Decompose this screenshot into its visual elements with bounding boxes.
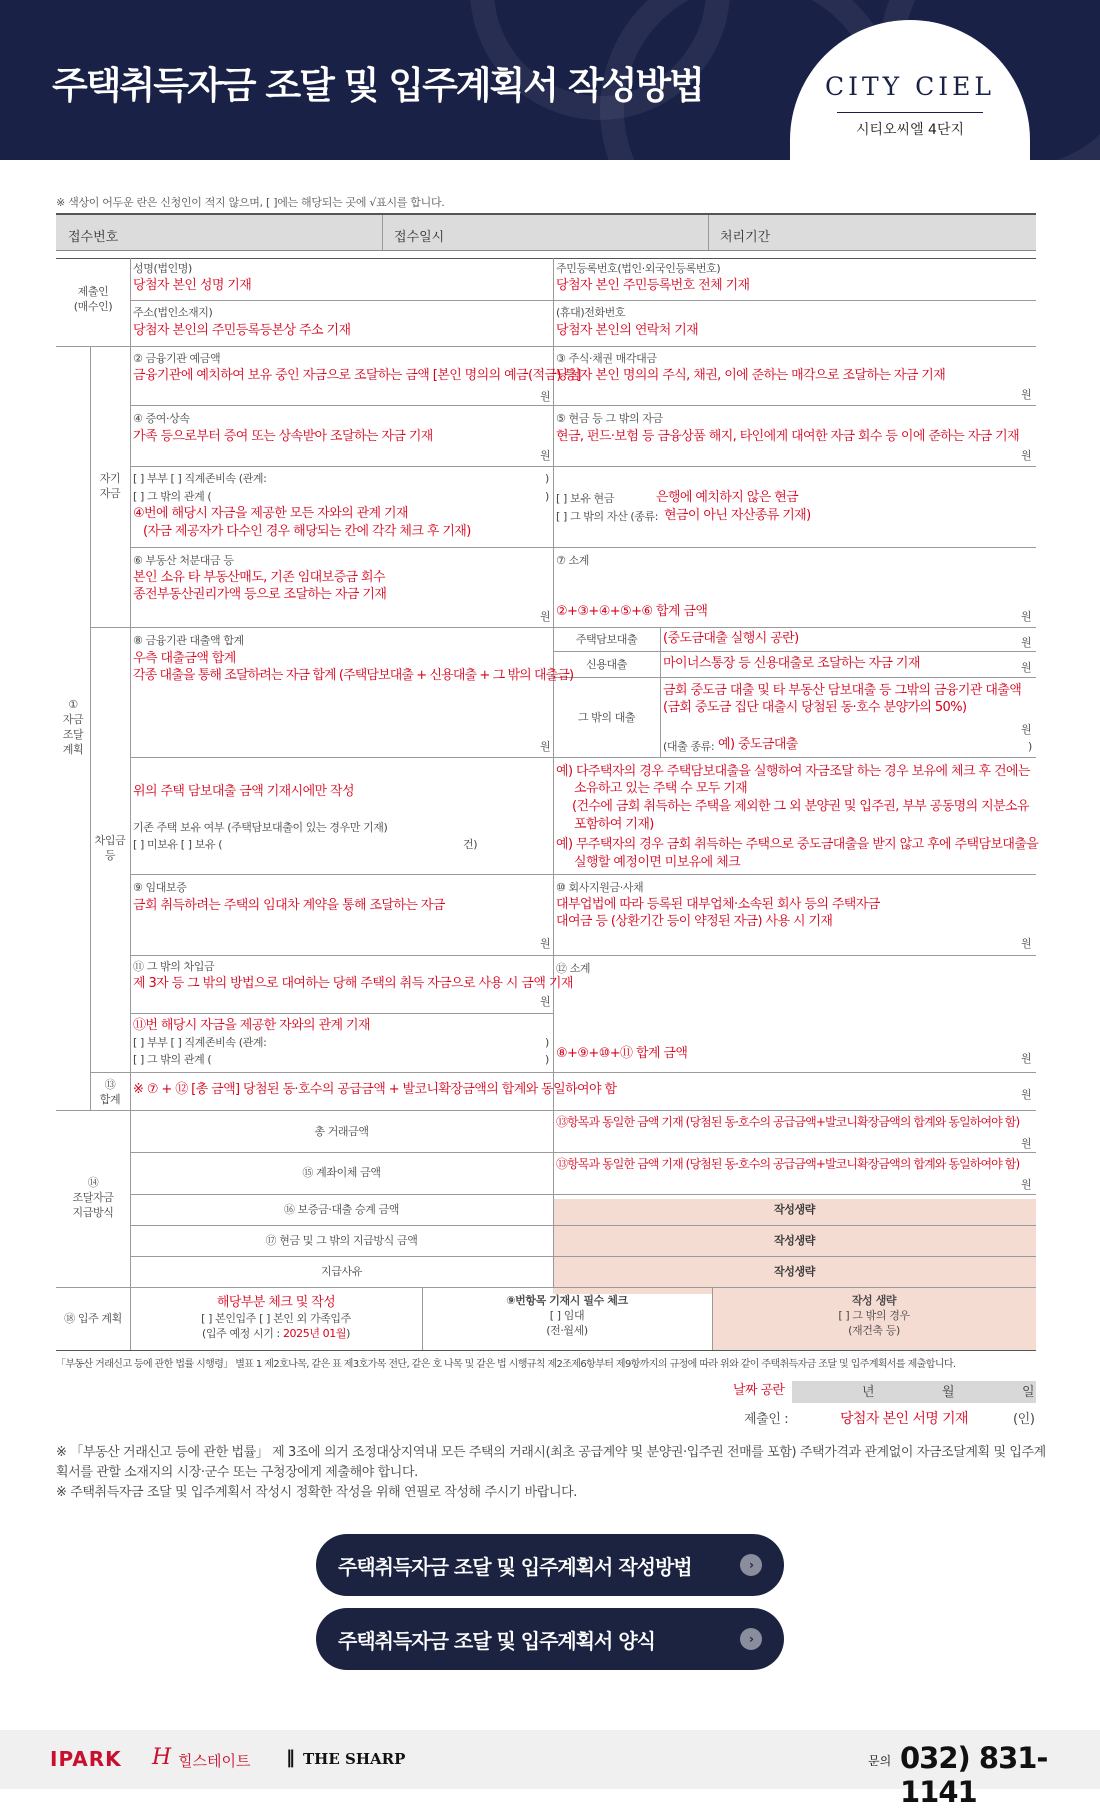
- won-unit: 원: [1021, 1137, 1032, 1150]
- house-ownership-label: 기존 주택 보유 여부 (주택담보대출이 있는 경우만 기재): [133, 821, 388, 834]
- thesharp-logo: THE SHARP: [303, 1750, 406, 1768]
- loan-kind-value: 예) 중도금대출: [718, 737, 798, 752]
- page-title: 주택취득자금 조달 및 입주계획서 작성방법: [52, 64, 703, 107]
- etc-loan-value: 제 3자 등 그 밖의 방법으로 대여하는 당해 주택의 취득 자금으로 사용 시 금액 기재: [133, 976, 573, 991]
- won-unit: 원: [540, 610, 551, 623]
- gift-value: 가족 등으로부터 증여 또는 상속받아 조달하는 자금 기재: [133, 429, 433, 444]
- stock-label: ③ 주식·채권 매각대금: [556, 352, 657, 365]
- credit-loan-value: 마이너스통장 등 신용대출로 조달하는 자금 기재: [663, 656, 920, 671]
- relation-close: ): [545, 472, 549, 485]
- form-download-button[interactable]: [316, 1608, 784, 1670]
- page-header: [0, 0, 1100, 160]
- own-subtotal-value: ②+③+④+⑤+⑥ 합계 금액: [556, 604, 708, 619]
- form-button-label: 주택취득자금 조달 및 입주계획서 양식: [338, 1629, 655, 1653]
- lease-option[interactable]: [ ] 임대: [549, 1308, 585, 1322]
- total-price-label: 총 거래금액: [314, 1125, 369, 1138]
- date-day: 일: [1022, 1385, 1035, 1400]
- relation-note-sub: (자금 제공자가 다수인 경우 해당되는 칸에 각각 체크 후 기재): [143, 524, 471, 539]
- own-subtotal-label: ⑦ 소계: [556, 554, 590, 567]
- footnote-1: ※ 「부동산 거래신고 등에 관한 법률」 제 3조에 의거 조정대상지역내 모든 주택의 거래시(최초 공급계약 및 분양권·입주권 전매를 포함) 주택가격과 관계없이 자금조달계획 및 입주계획서를 관할 소재지의 시장·군수 또는 구청장에게 제출해야 합니다.: [56, 1445, 1046, 1481]
- won-unit: 원: [1021, 636, 1032, 649]
- won-unit: 원: [540, 740, 551, 753]
- address-label: 주소(법인소재지): [133, 306, 213, 319]
- relation-close: ): [545, 1036, 549, 1049]
- cash-value: 현금, 펀드·보험 등 금융상품 해지, 타인에게 대여한 자금 회수 등 이에 준하는 자금 기재: [556, 429, 1020, 444]
- example-2b: 실행할 예정이면 미보유에 체크: [574, 855, 741, 870]
- cash-opt1-label[interactable]: [ ] 보유 현금: [556, 492, 614, 505]
- gift-label: ④ 증여·상속: [133, 412, 190, 425]
- omitted-2: 작성생략: [774, 1234, 815, 1247]
- footnote-2: ※ 주택취득자금 조달 및 입주계획서 작성시 정확한 작성을 위해 연필로 작성해 주시기 바랍니다.: [56, 1485, 578, 1501]
- name-label: 성명(법인명): [133, 262, 192, 275]
- credit-loan-label: 신용대출: [586, 658, 627, 671]
- omitted-1: 작성생략: [774, 1203, 815, 1216]
- realty-label: ⑥ 부동산 처분대금 등: [133, 554, 234, 567]
- mortgage-label: 주택담보대출: [575, 633, 638, 646]
- won-unit: 원: [1021, 449, 1032, 462]
- mortgage-value: (중도금대출 실행시 공란): [663, 631, 799, 646]
- move-in-self: 해당부분 체크 및 작성 [ ] 본인입주 [ ] 본인 외 가족입주 (입주 예정 시기 : 2025년 01월): [201, 1295, 351, 1341]
- omitted-3: 작성생략: [774, 1265, 815, 1278]
- total-value: ※ ⑦ + ⑫ [총 금액] 당첨된 동·호수의 공급금액 + 발코니확장금액의 합계와 동일하여야 함: [133, 1082, 617, 1097]
- cash-opt1-value: 은행에 예치하지 않은 현금: [656, 490, 799, 505]
- relation-opt1[interactable]: [ ] 부부 [ ] 직계존비속 (관계:: [133, 472, 267, 485]
- phone-value: 당첨자 본인의 연락처 기재: [556, 323, 699, 338]
- bank-loan-desc: 각종 대출을 통해 조달하려는 자금 합계 (주택담보대출 + 신용대출 + 그 밖의 대출금): [133, 668, 574, 683]
- company-loan-label: ⑩ 회사지원금·사채: [556, 881, 644, 894]
- footnotes: [56, 1443, 1046, 1503]
- house-ownership-opts[interactable]: [ ] 미보유 [ ] 보유 (: [133, 838, 223, 851]
- other-option[interactable]: [ ] 그 밖의 경우: [838, 1308, 910, 1322]
- etc-relation-opt2[interactable]: [ ] 그 밖의 관계 (: [133, 1053, 212, 1066]
- total-label: ⑬ 합계: [99, 1078, 121, 1106]
- guide-button[interactable]: [316, 1534, 784, 1596]
- realty-value: 본인 소유 타 부동산매도, 기존 임대보증금 회수: [133, 570, 385, 585]
- other-loan-desc: (금회 중도금 집단 대출시 당첨된 동·호수 분양가의 50%): [663, 700, 967, 715]
- receipt-date-label: 접수일시: [394, 230, 445, 245]
- transfer-value: ⑬항목과 동일한 금액 기재 (당첨된 동·호수의 공급금액+발코니확장금액의 합계와 동일하여야 함): [556, 1157, 1020, 1171]
- chevron-right-icon: ›: [740, 1554, 762, 1576]
- deposit-label: ② 금융기관 예금액: [133, 352, 221, 365]
- etc-loan-label: ⑪ 그 밖의 차입금: [133, 960, 215, 973]
- won-unit: 원: [1021, 1088, 1032, 1101]
- example-1b: 소유하고 있는 주택 수 모두 기재: [574, 781, 748, 796]
- won-unit: 원: [1021, 723, 1032, 736]
- other-loan-value: 금회 중도금 대출 및 타 부동산 담보대출 등 그밖의 금융기관 대출액: [663, 683, 1022, 698]
- transfer-label: ⑮ 계좌이체 금액: [302, 1166, 381, 1179]
- etc-relation-opt1[interactable]: [ ] 부부 [ ] 직계존비속 (관계:: [133, 1036, 267, 1049]
- contact-label: 문의: [868, 1754, 892, 1768]
- bank-loan-label: ⑧ 금융기관 대출액 합계: [133, 634, 244, 647]
- won-unit: 원: [1021, 1178, 1032, 1191]
- etc-relation-note: ⑪번 해당시 자금을 제공한 자와의 관계 기재: [133, 1018, 370, 1033]
- submitter-label: 제출인 :: [744, 1412, 789, 1427]
- relation-close: ): [545, 490, 549, 503]
- cash-payment-label: ⑰ 현금 및 그 밖의 지급방식 금액: [265, 1234, 418, 1247]
- chevron-right-icon: ›: [740, 1628, 762, 1650]
- phone-label: (휴대)전화번호: [556, 306, 626, 319]
- logo-brand: CITY CIEL: [825, 72, 995, 101]
- company-loan-value: 대부업법에 따라 등록된 대부업체·소속된 회사 등의 주택자금: [556, 897, 880, 912]
- date-blank-label: 날짜 공란: [733, 1383, 785, 1398]
- loan-subtotal-value: ⑧+⑨+⑩+⑪ 합계 금액: [556, 1046, 688, 1061]
- move-in-options[interactable]: [ ] 본인입주 [ ] 본인 외 가족입주: [201, 1312, 351, 1326]
- won-unit: 원: [540, 937, 551, 950]
- won-unit: 원: [1021, 1052, 1032, 1065]
- lease-value: 금회 취득하려는 주택의 임대차 계약을 통해 조달하는 자금: [133, 898, 445, 913]
- house-note: 위의 주택 담보대출 금액 기재시에만 작성: [133, 784, 354, 799]
- example-1: 예) 다주택자의 경우 주택담보대출을 실행하여 자금조달 하는 경우 보유에 체크 후 건에는: [556, 764, 1030, 779]
- id-value: 당첨자 본인 주민등록번호 전체 기재: [556, 278, 750, 293]
- borrowed-label: 차입금 등: [94, 834, 126, 862]
- cash-opt2-value: 현금이 아닌 자산종류 기재): [664, 508, 811, 523]
- realty-value-2: 종전부동산권리가액 등으로 조달하는 자금 기재: [133, 587, 387, 602]
- won-unit: 원: [1021, 937, 1032, 950]
- deposit-value: 금융기관에 예치하여 보유 중인 자금으로 조달하는 금액 [본인 명의의 예금(적금) 등]: [133, 368, 581, 383]
- date-month: 월: [942, 1385, 955, 1400]
- payment-method-label: ⑭ 조달자금 지급방식: [72, 1176, 114, 1219]
- hillstate-mark: H: [152, 1745, 172, 1770]
- example-1d: 포함하여 기재): [574, 817, 654, 832]
- move-in-lease: ⑨번항목 기재시 필수 체크 [ ] 임대 (전·월세): [506, 1294, 628, 1337]
- stock-value: 당첨자 본인 명의의 주식, 채권, 이에 준하는 매각으로 조달하는 자금 기재: [556, 368, 946, 383]
- own-funds-label: 자기 자금: [99, 472, 121, 500]
- total-price-value: ⑬항목과 동일한 금액 기재 (당첨된 동·호수의 공급금액+발코니확장금액의 합계와 동일하여야 함): [556, 1115, 1020, 1129]
- relation-opt2[interactable]: [ ] 그 밖의 관계 (: [133, 490, 212, 503]
- cash-opt2-label[interactable]: [ ] 그 밖의 자산 (종류:: [556, 510, 659, 523]
- seal-label: (인): [1013, 1412, 1035, 1427]
- example-1c: (건수에 금회 취득하는 주택을 제외한 그 외 분양권 및 입주권, 부부 공동명의 지분소유: [572, 799, 1029, 814]
- cash-label: ⑤ 현금 등 그 밖의 자금: [556, 412, 663, 425]
- deposit-succession-label: ⑯ 보증금·대출 승계 금액: [283, 1203, 400, 1216]
- won-unit: 원: [540, 390, 551, 403]
- receipt-bar: [56, 213, 1036, 251]
- name-value: 당첨자 본인 성명 기재: [133, 278, 252, 293]
- logo-subtitle: 시티오씨엘 4단지: [855, 122, 965, 138]
- loan-kind-label: (대출 종류:: [663, 740, 715, 753]
- relation-close: ): [545, 1053, 549, 1066]
- won-unit: 원: [540, 995, 551, 1008]
- declaration-text: 「부동산 거래신고 등에 관한 법률 시행령」 별표 1 제2호나목, 같은 표 제3호가목 전단, 같은 호 나목 및 같은 법 시행규칙 제2조제6항부터 제9항까지의 규정에 따라 위와 같이 주택취득자금 조달 및 입주계획서를 제출합니다.: [56, 1359, 956, 1370]
- won-unit: 원: [1021, 388, 1032, 401]
- address-value: 당첨자 본인의 주민등록등본상 주소 기재: [133, 323, 351, 338]
- other-loan-label: 그 밖의 대출: [577, 711, 636, 724]
- date-field: [792, 1381, 1036, 1403]
- won-unit: 원: [540, 449, 551, 462]
- move-in-plan-label: ⑱ 입주 계획: [64, 1312, 122, 1325]
- ipark-logo: IPARK: [50, 1747, 122, 1771]
- receipt-no-label: 접수번호: [68, 230, 119, 245]
- house-count-unit: 건): [463, 838, 478, 851]
- loan-kind-close: ): [1028, 740, 1032, 753]
- date-year: 년: [862, 1385, 875, 1400]
- lease-label: ⑨ 임대보증: [133, 881, 187, 894]
- payment-reason-label: 지급사유: [321, 1265, 362, 1278]
- bank-loan-value: 우측 대출금액 합계: [133, 651, 236, 666]
- contact-phone[interactable]: 032) 831-1141: [900, 1741, 1048, 1809]
- hillstate-logo: 힐스테이트: [178, 1752, 251, 1770]
- processing-period-label: 처리기간: [720, 230, 771, 245]
- loan-subtotal-label: ⑫ 소계: [556, 962, 591, 975]
- id-label: 주민등록번호(법인·외국인등록번호): [556, 262, 721, 275]
- page-footer: [0, 1730, 1100, 1809]
- funding-plan-label: ① 자금 조달 계획: [62, 698, 84, 756]
- signature-value: 당첨자 본인 서명 기재: [840, 1411, 968, 1427]
- relation-note: ④번에 해당시 자금을 제공한 모든 자와의 관계 기재: [133, 506, 408, 521]
- guide-button-label: 주택취득자금 조달 및 입주계획서 작성방법: [338, 1555, 692, 1579]
- won-unit: 원: [1021, 661, 1032, 674]
- won-unit: 원: [1021, 610, 1032, 623]
- applicant-label: 제출인 (매수인): [73, 285, 113, 313]
- form-note: ※ 색상이 어두운 란은 신청인이 적지 않으며, [ ]에는 해당되는 곳에 √표시를 합니다.: [56, 196, 445, 209]
- move-in-other: 작성 생략 [ ] 그 밖의 경우 (재건축 등): [838, 1294, 910, 1337]
- company-loan-desc: 대여금 등 (상환기간 등이 약정된 자금) 사용 시 기재: [556, 914, 833, 929]
- example-2: 예) 무주택자의 경우 금회 취득하는 주택으로 중도금대출을 받지 않고 후에 주택담보대출을: [556, 837, 1039, 852]
- thesharp-mark: ‖: [286, 1747, 295, 1768]
